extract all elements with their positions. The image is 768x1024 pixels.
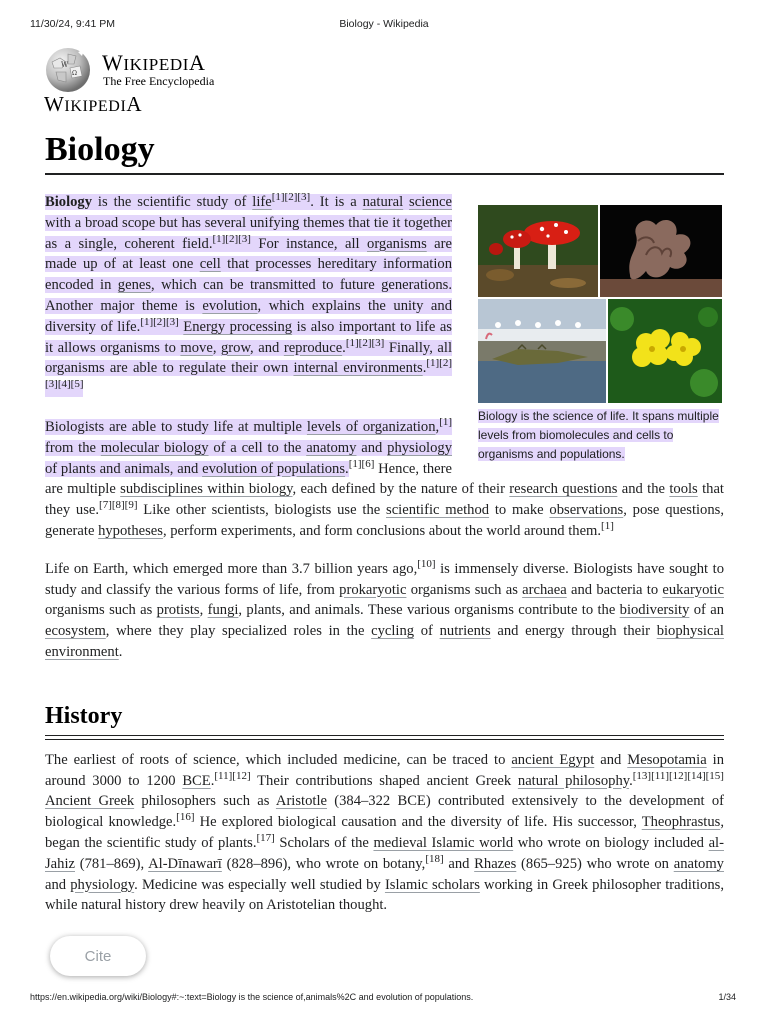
link-observations[interactable]: observations (549, 502, 624, 519)
cite-button[interactable]: Cite (50, 936, 146, 976)
link-levels-of-organization[interactable]: levels of organization (306, 418, 436, 435)
figure-caption: Biology is the science of life. It spans multiple levels from biomolecules and cells to organisms and populations. (478, 409, 719, 461)
link-grow[interactable]: grow (221, 339, 251, 356)
link-mesopotamia[interactable]: Mesopotamia (627, 751, 707, 768)
print-title: Biology - Wikipedia (339, 18, 429, 30)
link-natural-science-2[interactable]: science (409, 194, 452, 210)
print-footer (0, 992, 768, 1006)
link-research-questions[interactable]: research questions (509, 481, 618, 498)
section-divider (45, 735, 724, 740)
link-reproduce[interactable]: reproduce (283, 339, 343, 356)
link-move[interactable]: move (180, 339, 213, 356)
wikipedia-logo[interactable] (44, 46, 244, 118)
wikipedia-tagline: The Free Encyclopedia (103, 74, 215, 88)
brown-seaweed-image (600, 205, 722, 297)
link-cycling[interactable]: cycling (371, 623, 415, 640)
crocodile-and-birds-image (478, 299, 606, 403)
link-scientific-method[interactable]: scientific method (386, 502, 490, 519)
ref-1-2-3[interactable]: [1][2][3] (345, 336, 385, 349)
page-number: 1/34 (718, 992, 736, 1002)
link-cell[interactable]: cell (199, 256, 221, 273)
ref-13-15[interactable]: [13][11][12][14][15] (632, 769, 724, 782)
svg-text:W: W (61, 61, 69, 69)
svg-text:Ω: Ω (72, 70, 77, 77)
infobox-figure (478, 205, 722, 464)
link-tools[interactable]: tools (669, 481, 698, 498)
print-date: 11/30/24, 9:41 PM (30, 18, 116, 30)
link-islamic-scholars[interactable]: Islamic scholars (384, 876, 480, 893)
print-url: https://en.wikipedia.org/wiki/Biology#:~:text=Biology is the science of,animals%2C and evolution of populations. (30, 992, 474, 1002)
ref-1-6[interactable]: [1][6] (348, 457, 375, 470)
link-rhazes[interactable]: Rhazes (474, 855, 517, 872)
lead-paragraph-3: Life on Earth, which emerged more than 3.7 billion years ago,[10] is immensely diverse. Biologists have sought to study and classify the various forms of life, from prokaryotic organisms such as archaea and bacteria to eukaryotic organisms such as protists, fungi, plants, and animals. These various organisms contribute to the biodiversity of an ecosystem, where they play specialized roles in the cycling of nutrients and energy through their biophysical environment. (45, 557, 724, 660)
wikipedia-wordmark-secondary: WIKIPEDIA (44, 92, 143, 116)
link-nutrients[interactable]: nutrients (439, 623, 491, 640)
ref-10[interactable]: [10] (417, 557, 436, 570)
print-header (0, 18, 768, 34)
ref-18[interactable]: [18] (425, 852, 444, 865)
link-physiology[interactable]: physiology (387, 439, 453, 456)
link-evolution[interactable]: evolution (202, 297, 258, 314)
link-prokaryotic[interactable]: prokaryotic (339, 581, 407, 598)
yellow-wood-sorrel-flowers-image (608, 299, 722, 403)
link-subdisciplines[interactable]: subdisciplines within biology (120, 481, 293, 498)
link-theophrastus[interactable]: Theophrastus (641, 814, 721, 831)
link-anatomy[interactable]: anatomy (306, 439, 357, 456)
history-paragraph: The earliest of roots of science, which included medicine, can be traced to ancient Egypt and Mesopotamia in around 3000 to 1200 BCE.[11][12] Their contributions shaped ancient Greek natural philosophy.[13][11][12][14][15] Ancient Greek philosophers such as Aristotle (384–322 BCE) contributed extensively to the development of biological knowledge.[16] He explored biological causation and the diversity of life. His successor, Theophrastus, began the scientific study of plants.[17] Scholars of the medieval Islamic world who wrote on biology included al-Jahiz (781–869), Al-Dīnawarī (828–896), who wrote on botany,[18] and Rhazes (865–925) who wrote on anatomy and physiology. Medicine was especially well studied by Islamic scholars working in Greek philosopher traditions, while natural history drew heavily on Aristotelian thought. (45, 751, 724, 914)
link-ancient-egypt[interactable]: ancient Egypt (511, 751, 595, 768)
link-protists[interactable]: protists (156, 602, 200, 619)
section-heading-history: History (45, 702, 123, 729)
page-title: Biology (45, 131, 155, 168)
link-natural-philosophy[interactable]: natural philosophy (517, 772, 630, 789)
link-ancient-greek[interactable]: Ancient Greek (45, 793, 135, 810)
link-biophysical-environment[interactable]: biophysical environment (45, 623, 724, 660)
link-life[interactable]: life (252, 194, 272, 210)
ref-1-2-3[interactable]: [1][2][3] (140, 315, 179, 328)
ref-1-2-3[interactable]: [1][2][3] (271, 191, 311, 203)
fly-agaric-mushroom-image (478, 205, 598, 297)
lead-paragraph-1: Biology is the scientific study of life[1][2][3]. It is a natural science with a broad scope but has several unifying themes that tie it together as a single, coherent field.[1][2][3] For instance, all organisms are made up of at least one cell that processes hereditary information encoded in genes, which can be transmitted to future generations. Another major theme is evolution, which explains the unity and diversity of life.[1][2][3] Energy processing is also important to life as it allows organisms to move, grow, and reproduce.[1][2][3] Finally, all organisms are able to regulate their own internal environments.[1][2][3][4][5] (45, 192, 724, 400)
ref-1-5[interactable]: [1][2][3][4][5] (45, 357, 452, 391)
link-molecular-biology[interactable]: molecular biology (100, 439, 209, 456)
ref-17[interactable]: [17] (256, 831, 275, 844)
figure-image-grid[interactable] (478, 205, 722, 403)
wikipedia-globe-icon (44, 46, 92, 94)
ref-1[interactable]: [1] (439, 415, 453, 428)
link-al-dinawari[interactable]: Al-Dīnawarī (148, 855, 222, 872)
link-medieval-islamic-world[interactable]: medieval Islamic world (373, 834, 514, 851)
article-body (45, 192, 724, 933)
ref-1[interactable]: [1] (601, 519, 614, 532)
link-ecosystem[interactable]: ecosystem (45, 623, 106, 640)
lead-paragraph-2: Biologists are able to study life at multiple levels of organization,[1] from the molecular biology of a cell to the anatomy and physiology of plants and animals, and evolution of populations.[1][6] Hence, there are multiple subdisciplines within biology, each defined by the nature of their research questions and the tools that they use.[7][8][9] Like other scientists, biologists use the scientific method to make observations, pose questions, generate hypotheses, perform experiments, and form conclusions about the world around them.[1] (45, 415, 724, 539)
link-anatomy-history[interactable]: anatomy (673, 855, 724, 872)
link-al-jahiz[interactable]: al-Jahiz (45, 834, 724, 872)
ref-1-2-3[interactable]: [1][2][3] (212, 232, 251, 245)
title-divider (45, 173, 724, 175)
link-energy-processing[interactable]: Energy processing (183, 318, 293, 335)
link-hypotheses[interactable]: hypotheses (98, 522, 163, 539)
link-genes[interactable]: genes (117, 277, 152, 294)
link-evolution-of-populations[interactable]: evolution of populations (202, 460, 346, 477)
ref-7-8-9[interactable]: [7][8][9] (99, 499, 138, 512)
ref-16[interactable]: [16] (176, 811, 195, 824)
link-physiology-history[interactable]: physiology (70, 876, 135, 893)
link-bce[interactable]: BCE (182, 772, 211, 789)
link-internal-environments[interactable]: internal environments (293, 360, 423, 377)
ref-11-12[interactable]: [11][12] (214, 769, 251, 782)
link-organisms[interactable]: organisms (367, 235, 427, 252)
link-eukaryotic[interactable]: eukaryotic (662, 581, 724, 598)
link-biodiversity[interactable]: biodiversity (619, 602, 690, 619)
link-fungi[interactable]: fungi (207, 602, 239, 619)
link-natural-science[interactable]: natural (362, 194, 404, 210)
link-archaea[interactable]: archaea (522, 581, 567, 598)
link-aristotle[interactable]: Aristotle (275, 793, 327, 810)
wikipedia-wordmark: WIKIPEDIA (102, 50, 206, 75)
